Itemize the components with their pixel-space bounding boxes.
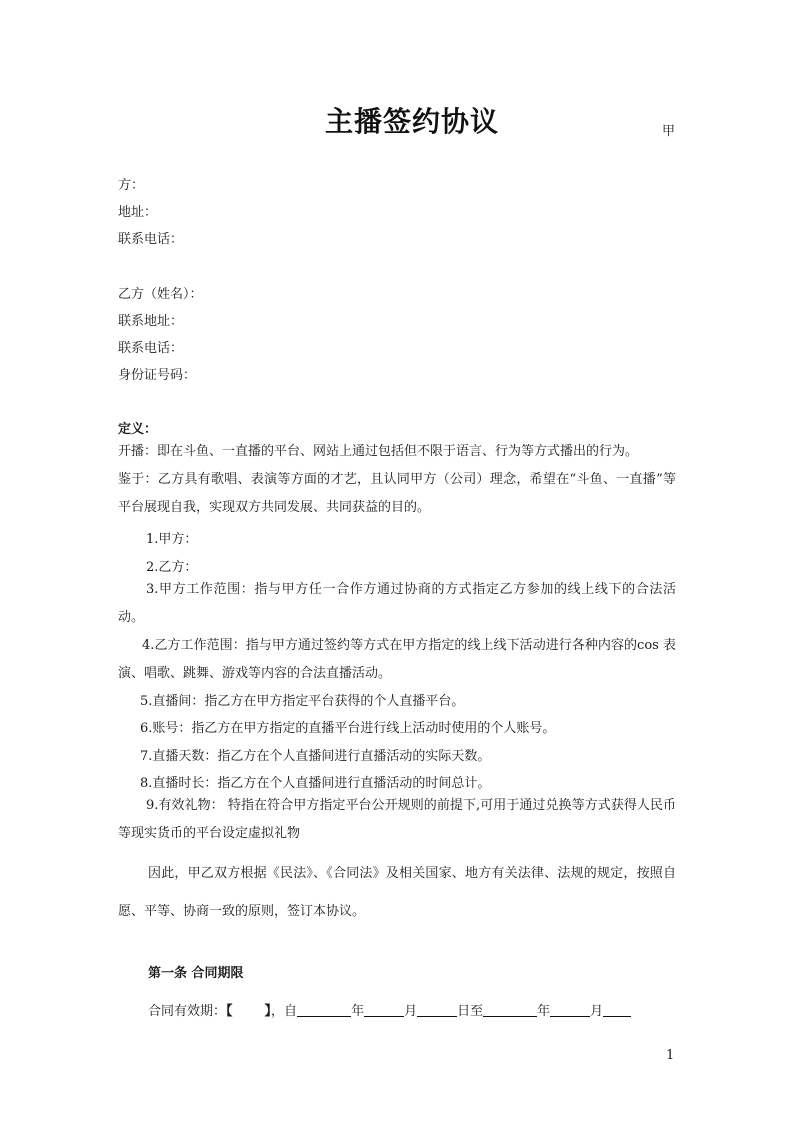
definition-item: 3.甲方工作范围：指与甲方任一合作方通过协商的方式指定乙方参加的线上线下的合法活动。 xyxy=(118,582,676,625)
end-month-blank[interactable] xyxy=(550,1002,590,1017)
definition-item: 2.乙方： xyxy=(146,560,198,575)
definition-preface: 鉴于：乙方具有歌唱、表演等方面的才艺，且认同甲方（公司）理念，希望在“斗鱼、一直播”等平台展现自我，实现双方共同发展、共同获益的目的。 xyxy=(118,472,676,515)
definition-item: 6.账号：指乙方在甲方指定的直播平台进行线上活动时使用的个人账号。 xyxy=(140,721,556,736)
year2-text: 年 xyxy=(537,1004,551,1019)
definition-item: 9.有效礼物： 特指在符合甲方指定平台公开规则的前提下,可用于通过兑换等方式获得人民币等现实货币的平台设定虚拟礼物 xyxy=(118,798,676,841)
definition-item: 7.直播天数：指乙方在个人直播间进行直播活动的实际天数。 xyxy=(140,749,491,764)
definition-kaibo: 开播：即在斗鱼、一直播的平台、网站上通过包括但不限于语言、行为等方式播出的行为。 xyxy=(118,444,639,459)
party-a-name-label: 方： xyxy=(118,178,145,193)
day-to-text: 日至 xyxy=(457,1004,484,1019)
article1-heading: 第一条 合同期限 xyxy=(148,966,244,981)
definitions-heading: 定义： xyxy=(118,422,158,437)
definition-item: 1.甲方： xyxy=(146,532,198,547)
bracket-open: 【 xyxy=(226,1004,233,1019)
start-year-blank[interactable] xyxy=(297,1002,351,1017)
end-day-blank[interactable] xyxy=(603,1002,631,1017)
end-year-blank[interactable] xyxy=(483,1002,537,1017)
page-number: 1 xyxy=(666,1048,675,1063)
document-title: 主播签约协议 xyxy=(325,105,500,138)
definition-item: 4.乙方工作范围：指与甲方通过签约等方式在甲方指定的线上线下活动进行各种内容的cos 表演、唱歌、跳舞、游戏等内容的合法直播活动。 xyxy=(118,638,676,681)
party-a-address-label: 地址： xyxy=(118,205,158,220)
party-b-address-label: 联系地址： xyxy=(118,314,184,329)
contract-term-line xyxy=(148,1000,631,1019)
month2-text: 月 xyxy=(590,1004,604,1019)
definition-item: 8.直播时长：指乙方在个人直播间进行直播活动的时间总计。 xyxy=(140,776,491,791)
party-b-phone-label: 联系电话： xyxy=(118,341,184,356)
title-overflow-char: 甲 xyxy=(662,124,676,139)
year-text: 年 xyxy=(351,1004,365,1019)
start-day-blank[interactable] xyxy=(417,1002,457,1017)
term-label: 合同有效期： xyxy=(148,1004,227,1019)
from-text: ，自 xyxy=(271,1004,298,1019)
conclusion-paragraph: 因此，甲乙双方根据《民法》、《合同法》及相关国家、地方有关法律、法规的规定，按照自愿、平等、协商一致的原则，签订本协议。 xyxy=(118,866,676,919)
definition-item: 5.直播间：指乙方在甲方指定平台获得的个人直播平台。 xyxy=(140,694,465,709)
start-month-blank[interactable] xyxy=(364,1002,404,1017)
party-a-phone-label: 联系电话： xyxy=(118,232,184,247)
party-b-name-label: 乙方（姓名）： xyxy=(118,287,203,302)
bracket-close: 】 xyxy=(264,1004,272,1019)
party-b-id-label: 身份证号码： xyxy=(118,368,197,383)
month-text: 月 xyxy=(404,1004,418,1019)
